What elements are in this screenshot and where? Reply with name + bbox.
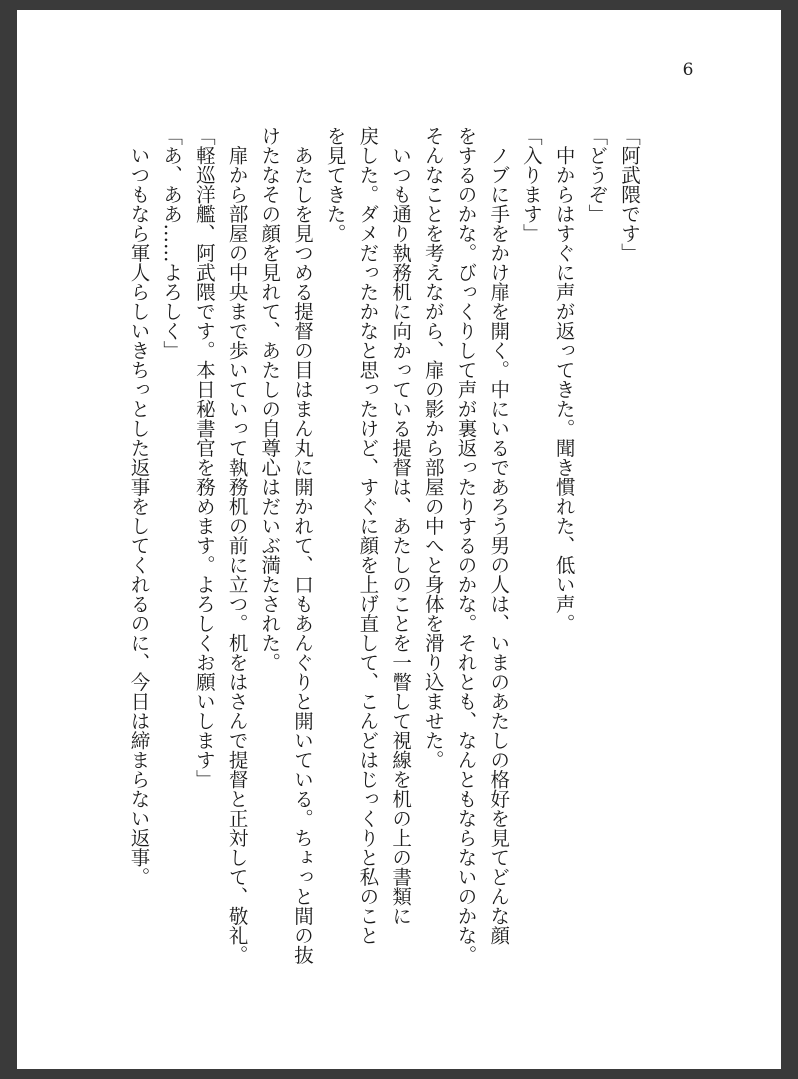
text-line: をするのかな。びっくりして声が裏返ったりするのかな。それとも、なんともならないのかな。 (454, 126, 478, 965)
text-line: 「どうぞ」 (585, 126, 609, 224)
text-line: いつも通り執務机に向かっている提督は、あたしのことを一瞥して視線を机の上の書類に (389, 126, 413, 926)
text-line: 「軽巡洋艦、阿武隈です。本日秘書官を務めます。よろしくお願いします」 (192, 126, 216, 789)
text-line: 「あ、ああ……よろしく」 (160, 126, 184, 360)
text-line: そんなことを考えながら、扉の影から部屋の中へと身体を滑り込ませた。 (421, 126, 445, 770)
page-number: 6 (682, 60, 694, 80)
text-line: けたなその顔を見れて、あたしの自尊心はだいぶ満たされた。 (258, 126, 282, 672)
text-line: 扉から部屋の中央まで歩いていって執務机の前に立つ。机をはさんで提督と正対して、敬礼。 (225, 126, 249, 965)
text-line: 中からはすぐに声が返ってきた。聞き慣れた、低い声。 (552, 126, 576, 633)
book-page (17, 10, 781, 1069)
text-line: 「阿武隈です」 (618, 126, 641, 263)
text-line: 戻した。ダメだったかなと思ったけど、すぐに顔を上げ直して、こんどはじっくりと私のこと (356, 126, 380, 945)
vertical-text-body (122, 126, 645, 986)
text-line: 「入ります」 (519, 126, 543, 243)
text-line: いつもなら軍人らしいきちっとした返事をしてくれるのに、今日は締まらない返事。 (127, 126, 151, 887)
text-line: あたしを見つめる提督の目はまん丸に開かれて、口もあんぐりと開いている。ちょっと間の抜 (290, 126, 314, 965)
text-line: を見てきた。 (323, 126, 347, 243)
text-line: ノブに手をかけ扉を開く。中にいるであろう男の人は、いまのあたしの格好を見てどんな顔 (487, 126, 511, 945)
